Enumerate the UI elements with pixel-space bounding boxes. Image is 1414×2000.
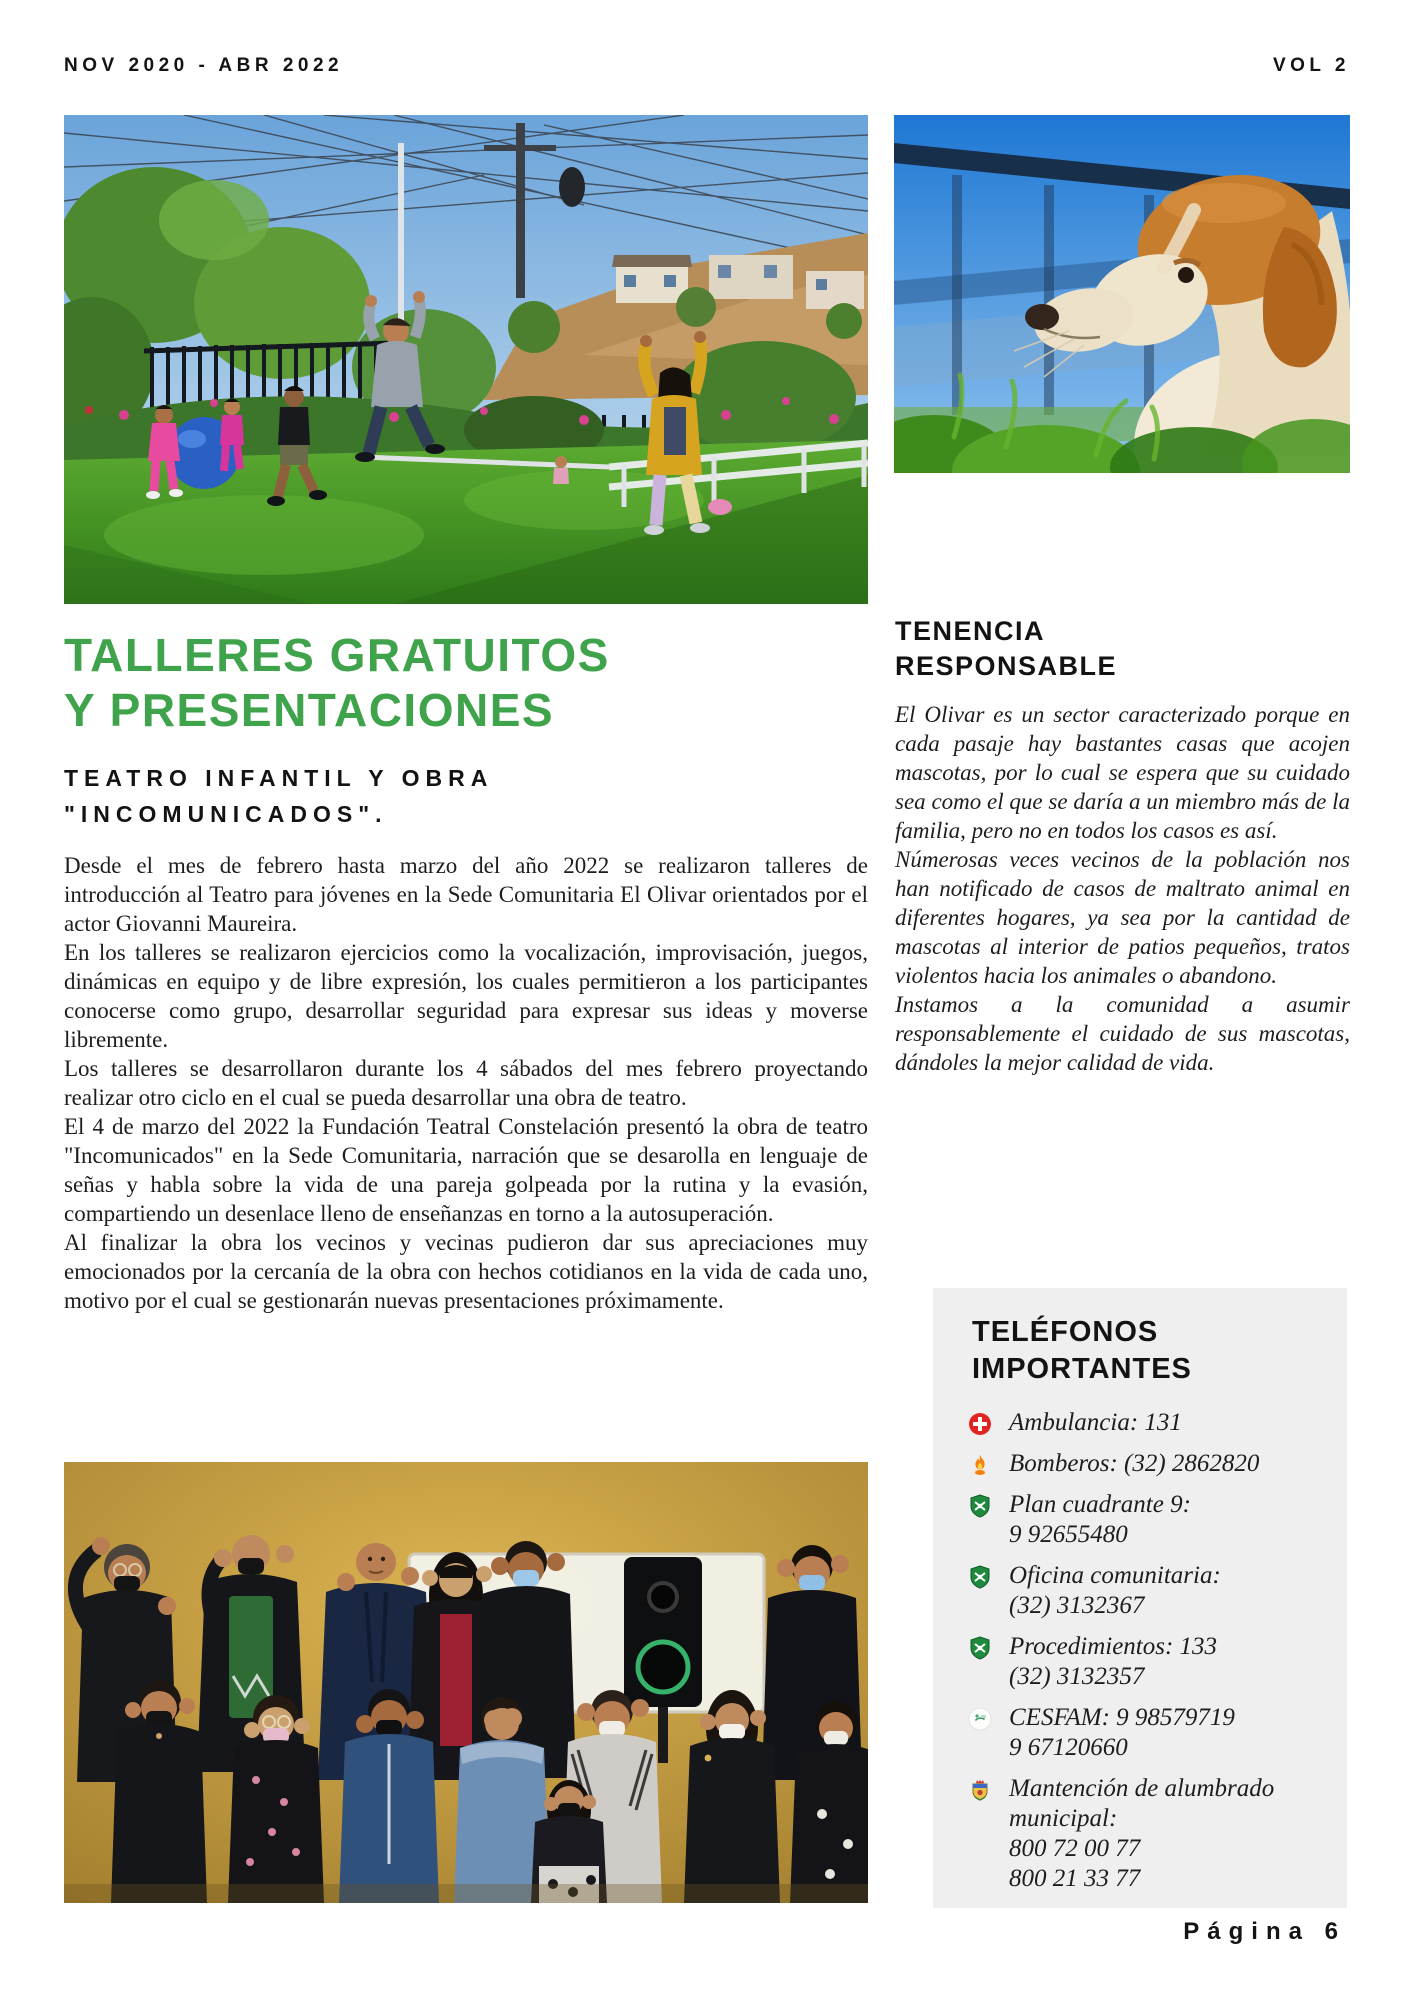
phone-item-ambulancia: [968, 1408, 1327, 1438]
phone-item-bomberos: [968, 1449, 1327, 1479]
phone-line: 800 21 33 77: [1009, 1865, 1141, 1892]
important-phones-box: [933, 1288, 1347, 1908]
sidebar-paragraph: El Olivar es un sector caracterizado porque en cada pasaje hay bastantes casas que acojen mascotas, por lo cual se espera que su cuidado sea como el que se daría a un miembro más de la familia, pero no en todos los casos es así.: [895, 702, 1350, 843]
article-paragraph: Desde el mes de febrero hasta marzo del año 2022 se realizaron talleres de introducción al Teatro para jóvenes en la Sede Comunitaria El Olivar orientados por el actor Giovanni Maureira.: [64, 853, 868, 936]
theater-group-photo: [64, 1462, 868, 1903]
article-title-line2: Y PRESENTACIONES: [64, 684, 555, 736]
sidebar-paragraph: Instamos a la comunidad a asumir responsablemente el cuidado de sus mascotas, dándoles la mejor calidad de vida.: [895, 992, 1350, 1075]
article-title: [64, 628, 874, 738]
dog-photo: [894, 115, 1350, 473]
phone-line: CESFAM: 9 98579719: [1009, 1704, 1235, 1731]
phone-line: Plan cuadrante 9:: [1009, 1491, 1191, 1518]
phone-line: 800 72 00 77: [1009, 1835, 1141, 1862]
phone-line: Bomberos: (32) 2862820: [1009, 1450, 1260, 1477]
phone-line: Oficina comunitaria:: [1009, 1562, 1221, 1589]
article-subtitle-line2: "INCOMUNICADOS".: [64, 801, 388, 827]
article-subtitle: [64, 760, 874, 832]
phones-list: [968, 1408, 1327, 1894]
article-subtitle-line1: TEATRO INFANTIL Y OBRA: [64, 765, 494, 791]
volume-label: VOL 2: [1272, 55, 1350, 76]
phones-heading-line2: IMPORTANTES: [972, 1353, 1192, 1385]
police-shield-icon: [968, 1636, 992, 1660]
phone-line: Ambulancia: 131: [1009, 1409, 1182, 1436]
phone-item-procedimientos: [968, 1632, 1327, 1692]
municipal-crest-icon: [968, 1778, 992, 1802]
phone-line: 9 67120660: [1009, 1734, 1128, 1761]
fire-icon: [968, 1453, 992, 1477]
phone-line: (32) 3132357: [1009, 1663, 1145, 1690]
article-paragraph: Al finalizar la obra los vecinos y vecinas pudieron dar sus apreciaciones muy emocionados por la cercanía de la obra con hechos cotidianos en la vida de cada uno, motivo por el cual se gestionarán nuevas presentaciones próximamente.: [64, 1230, 868, 1313]
sidebar-paragraph: Númerosas veces vecinos de la población nos han notificado de casos de maltrato animal en diferentes hogares, ya sea por la cantidad de mascotas al interior de patios pequeños, tratos violentos hacia los animales o abandono.: [895, 847, 1350, 988]
article-paragraph: Los talleres se desarrollaron durante los 4 sábados del mes febrero proyectando realizar otro ciclo en el cual se pueda desarrollar una obra de teatro.: [64, 1056, 868, 1110]
phones-heading-line1: TELÉFONOS: [972, 1316, 1159, 1348]
phone-item-alumbrado: [968, 1774, 1327, 1894]
sidebar-heading-line2: RESPONSABLE: [895, 651, 1118, 681]
phone-line: Procedimientos: 133: [1009, 1633, 1218, 1660]
article-paragraph: En los talleres se realizaron ejercicios como la vocalización, improvisación, juegos, dinámicas en equipo y de libre expresión, los cuales permitieron a los participantes conocerse como grupo, desarrollar seguridad para expresar sus ideas y moverse libremente.: [64, 940, 868, 1052]
article-title-line1: TALLERES GRATUITOS: [64, 629, 610, 681]
police-shield-icon: [968, 1494, 992, 1518]
sidebar-heading-line1: TENENCIA: [895, 616, 1046, 646]
medical-cross-icon: [968, 1412, 992, 1436]
phone-item-oficina-comunitaria: [968, 1561, 1327, 1621]
phone-item-cesfam: [968, 1703, 1327, 1763]
page-number: Página 6: [1183, 1918, 1346, 1945]
phones-heading: [968, 1314, 1327, 1388]
article-body: [64, 851, 868, 1315]
sidebar-heading: [895, 614, 1350, 684]
article-paragraph: El 4 de marzo del 2022 la Fundación Teatral Constelación presentó la obra de teatro "Incomunicados" en la Sede Comunitaria, narración que se desarolla en lenguaje de señas y habla sobre la vida de una pareja golpeada por la rutina y la evasión, compartiendo un desenlace lleno de enseñanzas en torno a la autosuperación.: [64, 1114, 868, 1226]
workshop-outdoor-photo: [64, 115, 868, 604]
phone-line: 9 92655480: [1009, 1521, 1128, 1548]
issue-date: NOV 2020 - ABR 2022: [64, 55, 344, 76]
phone-item-plan-cuadrante: [968, 1490, 1327, 1550]
phone-line: municipal:: [1009, 1805, 1118, 1832]
phone-line: Mantención de alumbrado: [1009, 1775, 1275, 1802]
phone-line: (32) 3132367: [1009, 1592, 1145, 1619]
sidebar-body: [895, 700, 1350, 1077]
cesfam-logo-icon: [968, 1707, 992, 1731]
police-shield-icon: [968, 1565, 992, 1589]
